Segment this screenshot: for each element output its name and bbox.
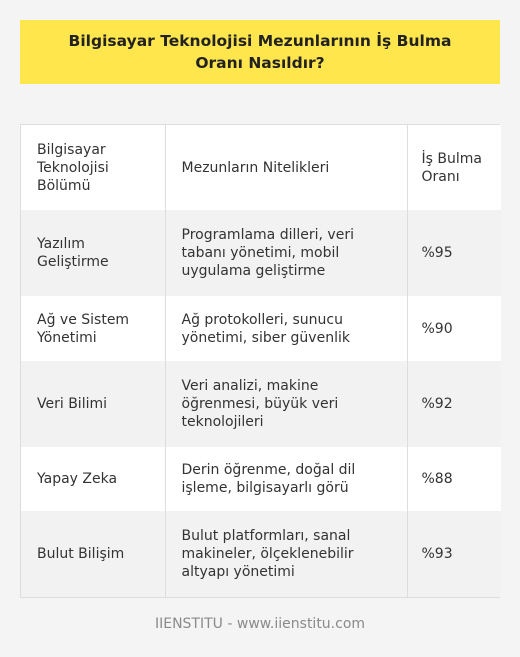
cell-employment-rate: %95 <box>407 210 501 296</box>
cell-qualifications: Bulut platformları, sanal makineler, ölçeklenebilir altyapı yönetimi <box>165 511 407 597</box>
table-row <box>21 210 501 296</box>
cell-qualifications: Derin öğrenme, doğal dil işleme, bilgisayarlı görü <box>165 447 407 511</box>
data-table <box>21 125 501 597</box>
cell-qualifications: Ağ protokolleri, sunucu yönetimi, siber güvenlik <box>165 296 407 361</box>
table-header-row <box>21 125 501 210</box>
cell-employment-rate: %90 <box>407 296 501 361</box>
page-title: Bilgisayar Teknolojisi Mezunlarının İş Bulma Oranı Nasıldır? <box>68 32 452 72</box>
footer-credit: IIENSTITU - www.iienstitu.com <box>154 616 366 632</box>
title-banner <box>20 20 500 84</box>
cell-department: Veri Bilimi <box>21 361 165 447</box>
cell-department: Bulut Bilişim <box>21 511 165 597</box>
cell-qualifications: Veri analizi, makine öğrenmesi, büyük veri teknolojileri <box>165 361 407 447</box>
cell-department: Yazılım Geliştirme <box>21 210 165 296</box>
header-department: Bilgisayar Teknolojisi Bölümü <box>21 125 165 210</box>
table-row <box>21 361 501 447</box>
table-row <box>21 447 501 511</box>
table-row <box>21 296 501 361</box>
employment-table <box>20 124 500 598</box>
cell-department: Ağ ve Sistem Yönetimi <box>21 296 165 361</box>
cell-employment-rate: %93 <box>407 511 501 597</box>
cell-employment-rate: %92 <box>407 361 501 447</box>
table-row <box>21 511 501 597</box>
cell-department: Yapay Zeka <box>21 447 165 511</box>
cell-employment-rate: %88 <box>407 447 501 511</box>
cell-qualifications: Programlama dilleri, veri tabanı yönetimi, mobil uygulama geliştirme <box>165 210 407 296</box>
header-employment-rate: İş Bulma Oranı <box>407 125 501 210</box>
header-qualifications: Mezunların Nitelikleri <box>165 125 407 210</box>
